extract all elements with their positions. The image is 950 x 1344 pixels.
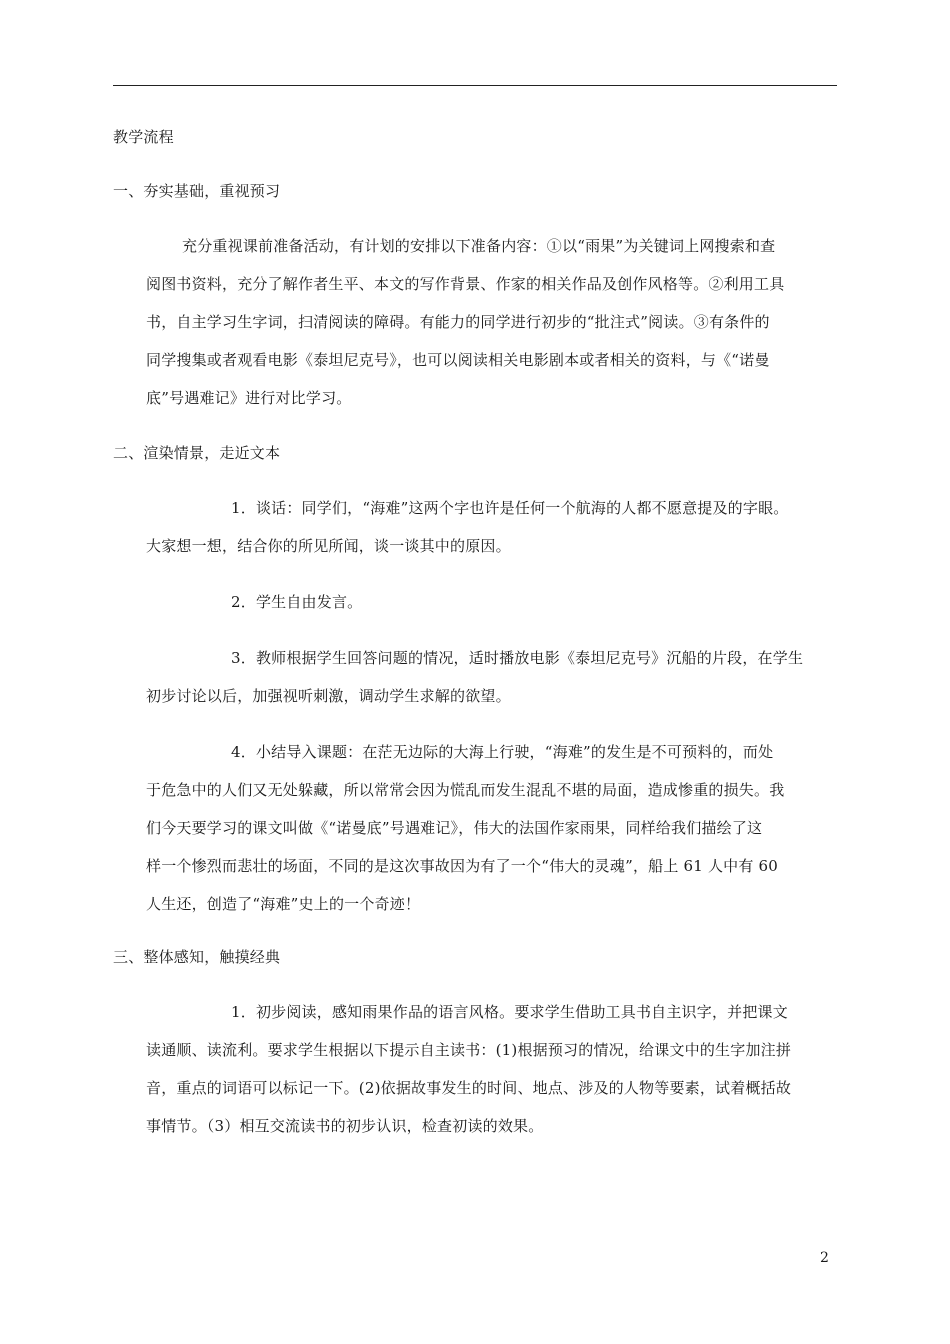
section-heading-2: 二、渲染情景，走近文本 (113, 444, 281, 462)
document-title: 教学流程 (113, 128, 174, 146)
paragraph-line: 音，重点的词语可以标记一下。(2)依据故事发生的时间、地点、涉及的人物等要素，试着概括故 (146, 1079, 792, 1097)
paragraph-line: 大家想一想，结合你的所见所闻，谈一谈其中的原因。 (146, 537, 511, 555)
paragraph-line: 于危急中的人们又无处躲藏，所以常常会因为慌乱而发生混乱不堪的局面，造成惨重的损失。我 (146, 781, 785, 799)
paragraph-line: 充分重视课前准备活动，有计划的安排以下准备内容：①以“雨果”为关键词上网搜索和查 (182, 237, 776, 255)
section-heading-3: 三、整体感知，触摸经典 (113, 948, 281, 966)
paragraph-line: 底”号遇难记》进行对比学习。 (146, 389, 352, 407)
page-number: 2 (820, 1250, 829, 1266)
paragraph-line: 1．谈话：同学们，“海难”这两个字也许是任何一个航海的人都不愿意提及的字眼。 (231, 499, 789, 517)
paragraph-line: 同学搜集或者观看电影《泰坦尼克号》，也可以阅读相关电影剧本或者相关的资料，与《“诺曼 (146, 351, 770, 369)
paragraph-line: 样一个惨烈而悲壮的场面，不同的是这次事故因为有了一个“伟大的灵魂”，船上 61 人中有 60 (146, 857, 779, 875)
paragraph-line: 读通顺、读流利。要求学生根据以下提示自主读书：(1)根据预习的情况，给课文中的生字加注拼 (146, 1041, 792, 1059)
paragraph-line: 初步讨论以后，加强视听刺激，调动学生求解的欲望。 (146, 687, 511, 705)
paragraph-line: 事情节。（3）相互交流读书的初步认识，检查初读的效果。 (146, 1117, 544, 1135)
paragraph-line: 人生还，创造了“海难”史上的一个奇迹！ (146, 895, 421, 913)
paragraph-line: 书，自主学习生字词，扫清阅读的障碍。有能力的同学进行初步的“批注式”阅读。③有条件的 (146, 313, 770, 331)
section-heading-1: 一、夯实基础，重视预习 (113, 182, 281, 200)
paragraph-line: 们今天要学习的课文叫做《“诺曼底”号遇难记》，伟大的法国作家雨果，同样给我们描绘了这 (146, 819, 763, 837)
paragraph-line: 4．小结导入课题：在茫无边际的大海上行驶，“海难”的发生是不可预料的，而处 (231, 743, 774, 761)
paragraph-line: 2．学生自由发言。 (231, 593, 363, 611)
header-rule (113, 85, 837, 86)
paragraph-line: 阅图书资料，充分了解作者生平、本文的写作背景、作家的相关作品及创作风格等。②利用工具 (146, 275, 785, 293)
paragraph-line: 3．教师根据学生回答问题的情况，适时播放电影《泰坦尼克号》沉船的片段，在学生 (231, 649, 804, 667)
paragraph-line: 1．初步阅读，感知雨果作品的语言风格。要求学生借助工具书自主识字，并把课文 (231, 1003, 788, 1021)
